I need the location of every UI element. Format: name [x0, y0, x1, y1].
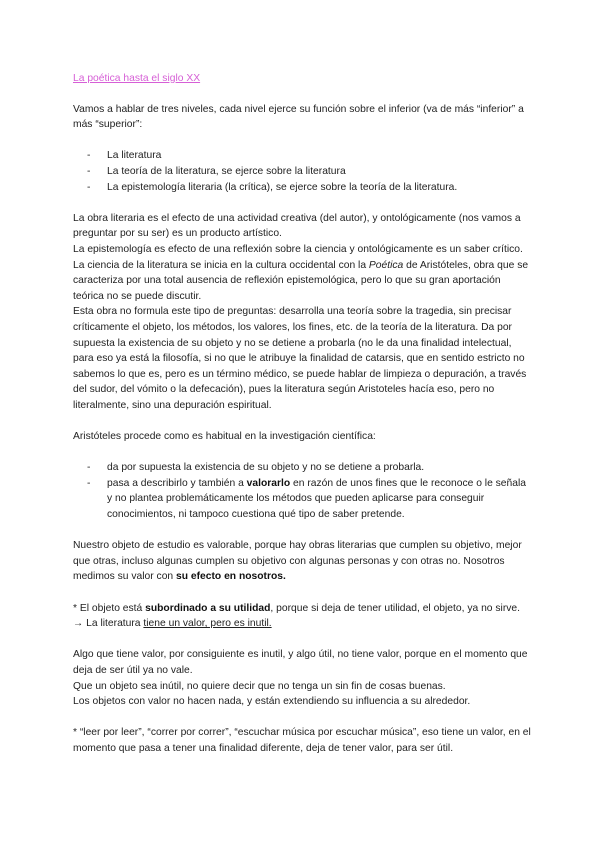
- paragraph-ciencia-literatura: La ciencia de la literatura se inicia en la cultura occidental con la Poética de Aristóteles, obra que se caracteriza por una total ausencia de reflexión epistemológica, pero lo que su gran aportación teórica no se puede discutir.: [73, 259, 529, 302]
- utilidad-bold: subordinado a su utilidad: [145, 602, 271, 614]
- paragraph-valor-3: Los objetos con valor no hacen nada, y están extendiendo su influencia a su alrededor.: [73, 696, 471, 708]
- paragraph-obra-literaria: La obra literaria es el efecto de una actividad creativa (del autor), y ontológicamente (nos vamos a preguntar por su ser) es un producto artístico.: [73, 212, 521, 240]
- note-leer-por-leer: * “leer por leer”, “correr por correr”, “escuchar música por escuchar música”, eso tiene un valor, en el momento que pasa a tener una finalidad diferente, deja de tener valor, para ser útil.: [73, 727, 531, 754]
- paragraph-valor-2: Que un objeto sea inútil, no quiere decir que no tenga un sin fin de cosas buenas.: [73, 680, 446, 692]
- list-item: - La teoría de la literatura, se ejerce sobre la literatura: [73, 164, 533, 180]
- list-item: - pasa a describirlo y también a valorarlo en razón de unos fines que le reconoce o le señala y no plantea problemáticamente los métodos que pueden aplicarse para conseguir conocimientos, ni tampoco cuestiona qué tipo de saber pretende.: [73, 476, 533, 523]
- paragraph-aristoteles: Aristóteles procede como es habitual en la investigación científica:: [73, 431, 376, 443]
- document-body: [73, 71, 533, 757]
- paragraph-esta-obra: Esta obra no formula este tipo de preguntas: desarrolla una teoría sobre la tragedia, sin precisar críticamente el objeto, los métodos, los valores, los fines, etc. de la teoría de la literatura. Da por supuesta la existencia de su objeto y no se detiene a probarla (no le da una finalidad intelectual, para eso ya está la filosofía, si no que le atribuye la finalidad de catarsis, que en sentido estricto no sabemos lo que es, pero es un término médico, se puede hablar de limpieza o depuración, a través del sudor, del vómito o la defecación), pues la literatura según Aristoteles hacía eso, pero no literalmente, sino una depuración espiritual.: [73, 306, 527, 411]
- document-title: La poética hasta el siglo XX: [73, 73, 201, 84]
- intro-paragraph: Vamos a hablar de tres niveles, cada nivel ejerce su función sobre el inferior (va de más “inferior” a más “superior”:: [73, 103, 524, 131]
- valorarlo-bold: valorarlo: [246, 477, 291, 489]
- method-list: [73, 460, 533, 522]
- levels-list: [73, 148, 533, 195]
- inutil-underline: tiene un valor, pero es inutil.: [143, 618, 272, 630]
- note-utilidad: * El objeto está subordinado a su utilidad, porque si deja de tener utilidad, el objeto, ya no sirve.: [73, 602, 520, 614]
- list-item: - da por supuesta la existencia de su objeto y no se detiene a probarla.: [73, 460, 533, 476]
- list-item: - La epistemología literaria (la crítica), se ejerce sobre la teoría de la literatura.: [73, 180, 533, 196]
- paragraph-epistemologia: La epistemología es efecto de una reflexión sobre la ciencia y ontológicamente es un saber crítico.: [73, 243, 523, 255]
- paragraph-valor-1: Algo que tiene valor, por consiguiente es inutil, y algo útil, no tiene valor, porque en el momento que deja de ser útil ya no vale.: [73, 649, 528, 676]
- poetica-italic: Poética: [368, 259, 404, 271]
- note-arrow: → La literatura tiene un valor, pero es inutil.: [73, 618, 272, 630]
- efecto-bold: su efecto en nosotros.: [176, 571, 286, 583]
- paragraph-objeto-valorable: Nuestro objeto de estudio es valorable, porque hay obras literarias que cumplen su objetivo, mejor que otras, incluso algunas cumplen su objetivo con algunas personas y con otras no. Nosotros medimos su valor con su efecto en nosotros.: [73, 540, 522, 583]
- list-item: - La literatura: [73, 148, 533, 164]
